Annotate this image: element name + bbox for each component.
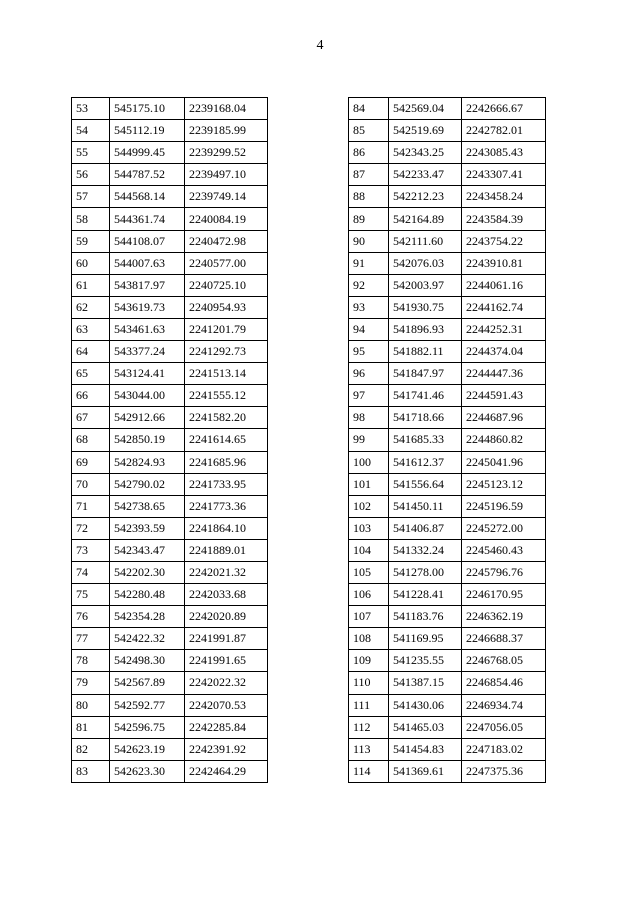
point-number-cell: 90 xyxy=(349,230,389,252)
page-number: 4 xyxy=(316,38,324,53)
y-coordinate-cell: 2245460.43 xyxy=(462,539,546,561)
coordinate-row xyxy=(349,208,546,230)
x-coordinate-cell: 543461.63 xyxy=(110,318,185,340)
x-coordinate-cell: 542592.77 xyxy=(110,694,185,716)
y-coordinate-cell: 2240725.10 xyxy=(185,274,268,296)
point-number-cell: 85 xyxy=(349,120,389,142)
coordinate-row xyxy=(349,407,546,429)
y-coordinate-cell: 2241733.95 xyxy=(185,473,268,495)
x-coordinate-cell: 545112.19 xyxy=(110,120,185,142)
x-coordinate-cell: 542354.28 xyxy=(110,606,185,628)
point-number-cell: 108 xyxy=(349,628,389,650)
x-coordinate-cell: 541332.24 xyxy=(389,539,462,561)
point-number-cell: 93 xyxy=(349,296,389,318)
coordinate-row xyxy=(349,451,546,473)
coordinate-row xyxy=(349,363,546,385)
point-number-cell: 99 xyxy=(349,429,389,451)
point-number-cell: 78 xyxy=(72,650,110,672)
point-number-cell: 72 xyxy=(72,517,110,539)
point-number-cell: 113 xyxy=(349,738,389,760)
y-coordinate-cell: 2244061.16 xyxy=(462,274,546,296)
coordinate-row xyxy=(72,672,268,694)
point-number-cell: 105 xyxy=(349,561,389,583)
y-coordinate-cell: 2239749.14 xyxy=(185,186,268,208)
point-number-cell: 111 xyxy=(349,694,389,716)
x-coordinate-cell: 541685.33 xyxy=(389,429,462,451)
coordinate-row xyxy=(72,694,268,716)
point-number-cell: 60 xyxy=(72,252,110,274)
y-coordinate-cell: 2246170.95 xyxy=(462,584,546,606)
point-number-cell: 56 xyxy=(72,164,110,186)
coordinate-row xyxy=(72,363,268,385)
point-number-cell: 58 xyxy=(72,208,110,230)
x-coordinate-cell: 542111.60 xyxy=(389,230,462,252)
coordinate-row xyxy=(349,694,546,716)
y-coordinate-cell: 2242033.68 xyxy=(185,584,268,606)
coordinate-row xyxy=(72,274,268,296)
coordinate-row xyxy=(72,606,268,628)
x-coordinate-cell: 542596.75 xyxy=(110,716,185,738)
coordinate-row xyxy=(72,738,268,760)
y-coordinate-cell: 2244447.36 xyxy=(462,363,546,385)
x-coordinate-cell: 541465.03 xyxy=(389,716,462,738)
x-coordinate-cell: 544007.63 xyxy=(110,252,185,274)
y-coordinate-cell: 2245196.59 xyxy=(462,495,546,517)
point-number-cell: 69 xyxy=(72,451,110,473)
y-coordinate-cell: 2241685.96 xyxy=(185,451,268,473)
point-number-cell: 110 xyxy=(349,672,389,694)
y-coordinate-cell: 2242464.29 xyxy=(185,760,268,782)
y-coordinate-cell: 2242285.84 xyxy=(185,716,268,738)
x-coordinate-cell: 542498.30 xyxy=(110,650,185,672)
x-coordinate-cell: 542393.59 xyxy=(110,517,185,539)
point-number-cell: 92 xyxy=(349,274,389,296)
x-coordinate-cell: 542212.23 xyxy=(389,186,462,208)
point-number-cell: 94 xyxy=(349,318,389,340)
coordinate-row xyxy=(72,473,268,495)
y-coordinate-cell: 2242022.32 xyxy=(185,672,268,694)
x-coordinate-cell: 542567.89 xyxy=(110,672,185,694)
y-coordinate-cell: 2246854.46 xyxy=(462,672,546,694)
y-coordinate-cell: 2241582.20 xyxy=(185,407,268,429)
x-coordinate-cell: 545175.10 xyxy=(110,98,185,120)
x-coordinate-cell: 544999.45 xyxy=(110,142,185,164)
y-coordinate-cell: 2241773.36 xyxy=(185,495,268,517)
x-coordinate-cell: 541450.11 xyxy=(389,495,462,517)
point-number-cell: 109 xyxy=(349,650,389,672)
x-coordinate-cell: 541847.97 xyxy=(389,363,462,385)
coordinate-row xyxy=(72,716,268,738)
x-coordinate-cell: 542623.19 xyxy=(110,738,185,760)
x-coordinate-cell: 543377.24 xyxy=(110,341,185,363)
point-number-cell: 83 xyxy=(72,760,110,782)
x-coordinate-cell: 542422.32 xyxy=(110,628,185,650)
y-coordinate-cell: 2245272.00 xyxy=(462,517,546,539)
x-coordinate-cell: 542824.93 xyxy=(110,451,185,473)
coordinate-row xyxy=(349,274,546,296)
x-coordinate-cell: 541406.87 xyxy=(389,517,462,539)
x-coordinate-cell: 543044.00 xyxy=(110,385,185,407)
y-coordinate-cell: 2239168.04 xyxy=(185,98,268,120)
x-coordinate-cell: 542738.65 xyxy=(110,495,185,517)
point-number-cell: 87 xyxy=(349,164,389,186)
point-number-cell: 71 xyxy=(72,495,110,517)
coordinate-row xyxy=(349,429,546,451)
x-coordinate-cell: 543124.41 xyxy=(110,363,185,385)
coordinate-row xyxy=(72,120,268,142)
y-coordinate-cell: 2244252.31 xyxy=(462,318,546,340)
coordinate-row xyxy=(72,341,268,363)
point-number-cell: 106 xyxy=(349,584,389,606)
y-coordinate-cell: 2241292.73 xyxy=(185,341,268,363)
coordinate-row xyxy=(349,98,546,120)
coordinate-row xyxy=(72,318,268,340)
coordinate-row xyxy=(72,296,268,318)
coordinates-table-right xyxy=(348,97,546,783)
point-number-cell: 77 xyxy=(72,628,110,650)
y-coordinate-cell: 2242070.53 xyxy=(185,694,268,716)
point-number-cell: 104 xyxy=(349,539,389,561)
x-coordinate-cell: 541387.15 xyxy=(389,672,462,694)
y-coordinate-cell: 2241991.65 xyxy=(185,650,268,672)
x-coordinate-cell: 542850.19 xyxy=(110,429,185,451)
point-number-cell: 98 xyxy=(349,407,389,429)
x-coordinate-cell: 541169.95 xyxy=(389,628,462,650)
coordinate-row xyxy=(349,252,546,274)
x-coordinate-cell: 541741.46 xyxy=(389,385,462,407)
coordinate-row xyxy=(349,738,546,760)
point-number-cell: 75 xyxy=(72,584,110,606)
y-coordinate-cell: 2243910.81 xyxy=(462,252,546,274)
coordinate-row xyxy=(349,760,546,782)
x-coordinate-cell: 541556.64 xyxy=(389,473,462,495)
x-coordinate-cell: 542569.04 xyxy=(389,98,462,120)
y-coordinate-cell: 2241864.10 xyxy=(185,517,268,539)
point-number-cell: 54 xyxy=(72,120,110,142)
y-coordinate-cell: 2241889.01 xyxy=(185,539,268,561)
x-coordinate-cell: 542790.02 xyxy=(110,473,185,495)
point-number-cell: 102 xyxy=(349,495,389,517)
y-coordinate-cell: 2239185.99 xyxy=(185,120,268,142)
x-coordinate-cell: 541235.55 xyxy=(389,650,462,672)
coordinate-row xyxy=(72,495,268,517)
y-coordinate-cell: 2244162.74 xyxy=(462,296,546,318)
coordinate-row xyxy=(349,164,546,186)
point-number-cell: 79 xyxy=(72,672,110,694)
x-coordinate-cell: 544108.07 xyxy=(110,230,185,252)
coordinate-row xyxy=(72,429,268,451)
y-coordinate-cell: 2241555.12 xyxy=(185,385,268,407)
coordinate-row xyxy=(72,186,268,208)
x-coordinate-cell: 541369.61 xyxy=(389,760,462,782)
coordinate-row xyxy=(349,584,546,606)
point-number-cell: 82 xyxy=(72,738,110,760)
y-coordinate-cell: 2246768.05 xyxy=(462,650,546,672)
point-number-cell: 86 xyxy=(349,142,389,164)
y-coordinate-cell: 2247375.36 xyxy=(462,760,546,782)
point-number-cell: 91 xyxy=(349,252,389,274)
coordinate-row xyxy=(72,451,268,473)
point-number-cell: 101 xyxy=(349,473,389,495)
point-number-cell: 66 xyxy=(72,385,110,407)
coordinate-row xyxy=(349,385,546,407)
point-number-cell: 55 xyxy=(72,142,110,164)
y-coordinate-cell: 2241201.79 xyxy=(185,318,268,340)
x-coordinate-cell: 541278.00 xyxy=(389,561,462,583)
point-number-cell: 65 xyxy=(72,363,110,385)
point-number-cell: 59 xyxy=(72,230,110,252)
y-coordinate-cell: 2242666.67 xyxy=(462,98,546,120)
coordinate-row xyxy=(72,760,268,782)
point-number-cell: 107 xyxy=(349,606,389,628)
coordinate-row xyxy=(72,164,268,186)
coordinate-row xyxy=(72,517,268,539)
y-coordinate-cell: 2247183.02 xyxy=(462,738,546,760)
point-number-cell: 67 xyxy=(72,407,110,429)
point-number-cell: 89 xyxy=(349,208,389,230)
x-coordinate-cell: 541896.93 xyxy=(389,318,462,340)
x-coordinate-cell: 542233.47 xyxy=(389,164,462,186)
point-number-cell: 70 xyxy=(72,473,110,495)
x-coordinate-cell: 544787.52 xyxy=(110,164,185,186)
point-number-cell: 62 xyxy=(72,296,110,318)
x-coordinate-cell: 542202.30 xyxy=(110,561,185,583)
y-coordinate-cell: 2242782.01 xyxy=(462,120,546,142)
coordinate-row xyxy=(349,318,546,340)
x-coordinate-cell: 542343.47 xyxy=(110,539,185,561)
coordinate-row xyxy=(72,230,268,252)
x-coordinate-cell: 542912.66 xyxy=(110,407,185,429)
point-number-cell: 57 xyxy=(72,186,110,208)
y-coordinate-cell: 2242020.89 xyxy=(185,606,268,628)
point-number-cell: 114 xyxy=(349,760,389,782)
y-coordinate-cell: 2240472.98 xyxy=(185,230,268,252)
x-coordinate-cell: 541454.83 xyxy=(389,738,462,760)
coordinate-row xyxy=(72,385,268,407)
y-coordinate-cell: 2239299.52 xyxy=(185,142,268,164)
x-coordinate-cell: 541183.76 xyxy=(389,606,462,628)
x-coordinate-cell: 543619.73 xyxy=(110,296,185,318)
y-coordinate-cell: 2247056.05 xyxy=(462,716,546,738)
y-coordinate-cell: 2243085.43 xyxy=(462,142,546,164)
coordinate-row xyxy=(349,539,546,561)
y-coordinate-cell: 2244860.82 xyxy=(462,429,546,451)
y-coordinate-cell: 2245041.96 xyxy=(462,451,546,473)
y-coordinate-cell: 2245796.76 xyxy=(462,561,546,583)
coordinate-row xyxy=(72,650,268,672)
y-coordinate-cell: 2243307.41 xyxy=(462,164,546,186)
coordinate-row xyxy=(349,186,546,208)
y-coordinate-cell: 2243458.24 xyxy=(462,186,546,208)
coordinate-row xyxy=(72,539,268,561)
x-coordinate-cell: 541612.37 xyxy=(389,451,462,473)
point-number-cell: 95 xyxy=(349,341,389,363)
x-coordinate-cell: 542343.25 xyxy=(389,142,462,164)
point-number-cell: 73 xyxy=(72,539,110,561)
x-coordinate-cell: 543817.97 xyxy=(110,274,185,296)
point-number-cell: 97 xyxy=(349,385,389,407)
coordinate-row xyxy=(72,561,268,583)
coordinate-row xyxy=(72,98,268,120)
point-number-cell: 81 xyxy=(72,716,110,738)
point-number-cell: 84 xyxy=(349,98,389,120)
x-coordinate-cell: 541430.06 xyxy=(389,694,462,716)
coordinate-row xyxy=(349,628,546,650)
y-coordinate-cell: 2246362.19 xyxy=(462,606,546,628)
x-coordinate-cell: 542623.30 xyxy=(110,760,185,782)
x-coordinate-cell: 541930.75 xyxy=(389,296,462,318)
y-coordinate-cell: 2239497.10 xyxy=(185,164,268,186)
y-coordinate-cell: 2241614.65 xyxy=(185,429,268,451)
y-coordinate-cell: 2243754.22 xyxy=(462,230,546,252)
coordinate-row xyxy=(72,208,268,230)
point-number-cell: 100 xyxy=(349,451,389,473)
x-coordinate-cell: 541718.66 xyxy=(389,407,462,429)
y-coordinate-cell: 2240084.19 xyxy=(185,208,268,230)
coordinate-row xyxy=(72,252,268,274)
x-coordinate-cell: 541882.11 xyxy=(389,341,462,363)
point-number-cell: 80 xyxy=(72,694,110,716)
y-coordinate-cell: 2246934.74 xyxy=(462,694,546,716)
coordinate-row xyxy=(349,517,546,539)
coordinate-row xyxy=(349,296,546,318)
point-number-cell: 112 xyxy=(349,716,389,738)
point-number-cell: 74 xyxy=(72,561,110,583)
x-coordinate-cell: 542280.48 xyxy=(110,584,185,606)
point-number-cell: 61 xyxy=(72,274,110,296)
y-coordinate-cell: 2244374.04 xyxy=(462,341,546,363)
coordinate-row xyxy=(349,495,546,517)
point-number-cell: 53 xyxy=(72,98,110,120)
coordinate-row xyxy=(349,120,546,142)
point-number-cell: 63 xyxy=(72,318,110,340)
point-number-cell: 96 xyxy=(349,363,389,385)
y-coordinate-cell: 2244591.43 xyxy=(462,385,546,407)
y-coordinate-cell: 2240954.93 xyxy=(185,296,268,318)
coordinate-row xyxy=(72,407,268,429)
point-number-cell: 88 xyxy=(349,186,389,208)
point-number-cell: 103 xyxy=(349,517,389,539)
y-coordinate-cell: 2242391.92 xyxy=(185,738,268,760)
x-coordinate-cell: 542003.97 xyxy=(389,274,462,296)
coordinate-row xyxy=(349,473,546,495)
coordinate-row xyxy=(349,230,546,252)
x-coordinate-cell: 542164.89 xyxy=(389,208,462,230)
coordinate-row xyxy=(349,606,546,628)
x-coordinate-cell: 544568.14 xyxy=(110,186,185,208)
point-number-cell: 64 xyxy=(72,341,110,363)
y-coordinate-cell: 2240577.00 xyxy=(185,252,268,274)
coordinate-row xyxy=(349,142,546,164)
y-coordinate-cell: 2243584.39 xyxy=(462,208,546,230)
y-coordinate-cell: 2245123.12 xyxy=(462,473,546,495)
point-number-cell: 76 xyxy=(72,606,110,628)
coordinate-row xyxy=(349,561,546,583)
coordinate-row xyxy=(349,650,546,672)
coordinate-row xyxy=(349,341,546,363)
y-coordinate-cell: 2244687.96 xyxy=(462,407,546,429)
coordinate-row xyxy=(349,672,546,694)
y-coordinate-cell: 2242021.32 xyxy=(185,561,268,583)
x-coordinate-cell: 542076.03 xyxy=(389,252,462,274)
y-coordinate-cell: 2241991.87 xyxy=(185,628,268,650)
x-coordinate-cell: 541228.41 xyxy=(389,584,462,606)
coordinate-row xyxy=(349,716,546,738)
coordinate-row xyxy=(72,584,268,606)
x-coordinate-cell: 544361.74 xyxy=(110,208,185,230)
x-coordinate-cell: 542519.69 xyxy=(389,120,462,142)
y-coordinate-cell: 2241513.14 xyxy=(185,363,268,385)
coordinate-row xyxy=(72,628,268,650)
coordinates-table-left xyxy=(71,97,268,783)
coordinate-row xyxy=(72,142,268,164)
point-number-cell: 68 xyxy=(72,429,110,451)
y-coordinate-cell: 2246688.37 xyxy=(462,628,546,650)
